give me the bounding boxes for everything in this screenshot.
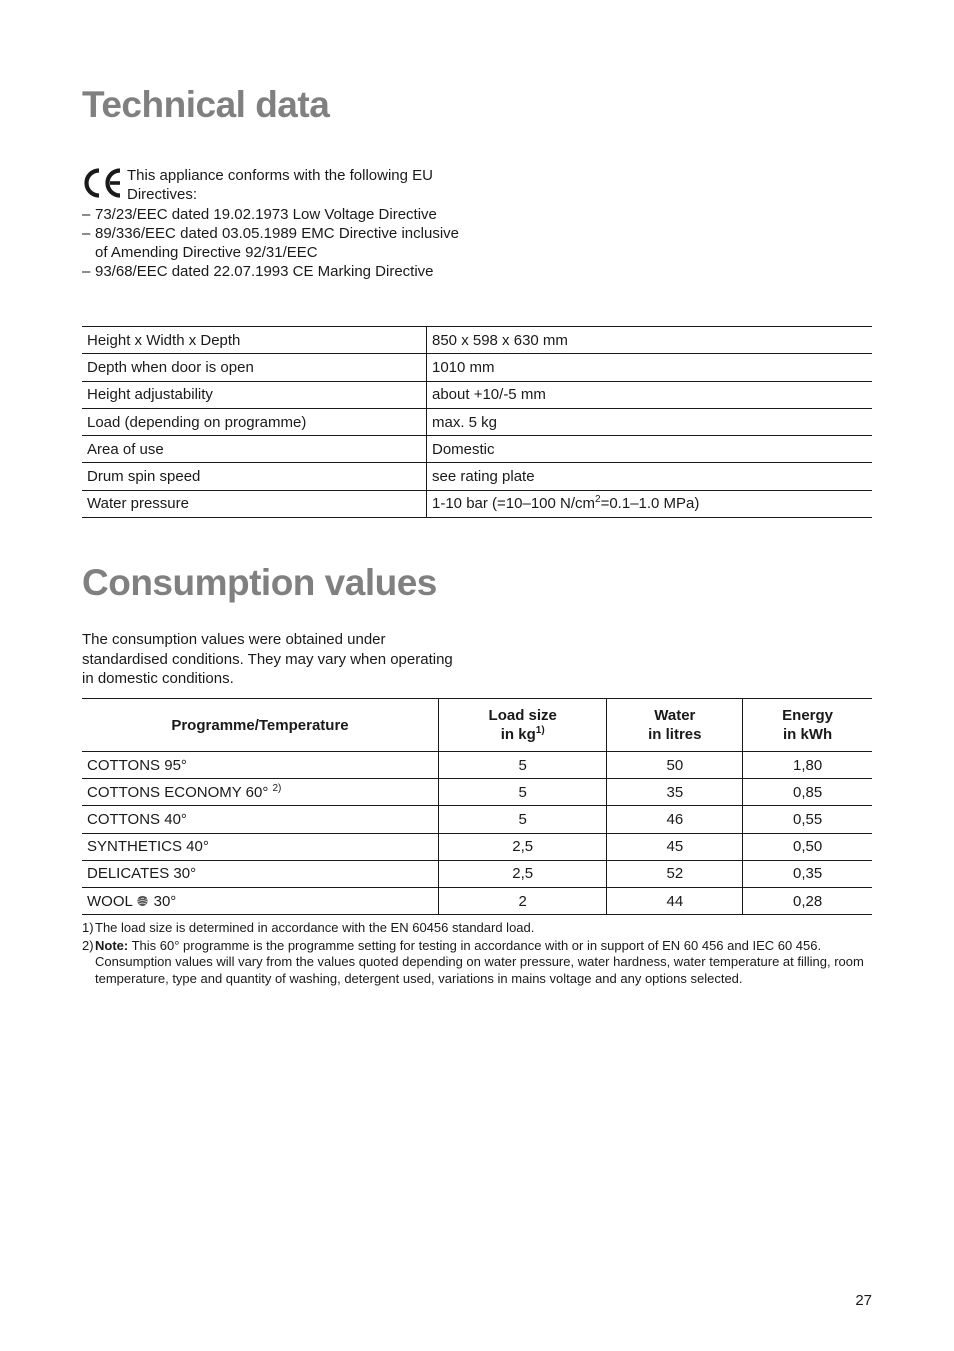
table-row: Load (depending on programme) max. 5 kg — [82, 408, 872, 435]
directive-item: – 73/23/EEC dated 19.02.1973 Low Voltage Directive — [82, 205, 437, 223]
footnote-1: 1) The load size is determined in accordance with the EN 60456 standard load. — [82, 920, 535, 935]
table-row: DELICATES 30° 2,5 52 0,35 — [82, 860, 872, 887]
directive-item: – 93/68/EEC dated 22.07.1993 CE Marking Directive — [82, 263, 434, 281]
table-row: COTTONS 95° 5 50 1,80 — [82, 752, 872, 779]
ce-mark-icon — [82, 166, 124, 200]
water-pressure-value: 1-10 bar (=10–100 $N/cm^2=0.1-1.0$ MPa) — [427, 490, 873, 517]
table-row: Water pressure 1-10 bar (=10–100 $N/cm^2=0.1-1.0$ MPa) — [82, 490, 872, 517]
technical-data-table — [82, 326, 872, 518]
consumption-intro: The consumption values were obtained under standardised conditions. They may vary when operating in domestic conditions. — [82, 631, 453, 687]
header-load: Load size in $kg^{1)}$ — [439, 699, 607, 752]
directive-item: – 89/336/EEC dated 03.05.1989 EMC Directive inclusive of Amending Directive 92/31/EEC — [82, 224, 459, 262]
table-row: COTTONS 40° 5 46 0,55 — [82, 806, 872, 833]
header-water: Water in litres — [607, 699, 743, 752]
footnotes — [82, 920, 872, 987]
consumption-values-title: Consumption values — [82, 562, 437, 603]
table-row: Drum spin speed see rating plate — [82, 463, 872, 490]
table-row: WOOL 30° 2 44 0,28 — [82, 887, 872, 914]
table-row: Height x Width x Depth 850 x 598 x 630 mm — [82, 327, 872, 354]
header-energy: Energy in kWh — [743, 699, 872, 752]
wool-icon — [136, 894, 149, 907]
page-number: 27 — [855, 1292, 872, 1309]
table-row: COTTONS ECONOMY 60° $^{2)}$ 5 35 0,85 — [82, 779, 872, 806]
footnote-2: 2) Note: This 60° programme is the programme setting for testing in accordance with or in support of EN 60 456 and IEC 60 456. Consumption values will vary from the values quoted depending on water pressure, water hardness, water temperature at filling, room temperature, type and quantity of washing, detergent used, variations in mains voltage and any options selected. — [82, 938, 864, 986]
header-programme: Programme/Temperature — [82, 699, 439, 752]
table-header-row — [82, 699, 872, 752]
consumption-table — [82, 698, 872, 915]
table-row: SYNTHETICS 40° 2,5 45 0,50 — [82, 833, 872, 860]
table-row: Height adjustability about +10/-5 mm — [82, 381, 872, 408]
ce-conformity-block — [82, 166, 459, 282]
table-row: Depth when door is open 1010 mm — [82, 354, 872, 381]
technical-data-title: Technical data — [82, 84, 330, 125]
table-row: Area of use Domestic — [82, 436, 872, 463]
ce-intro-text: This appliance conforms with the following EU Directives: — [127, 167, 433, 204]
